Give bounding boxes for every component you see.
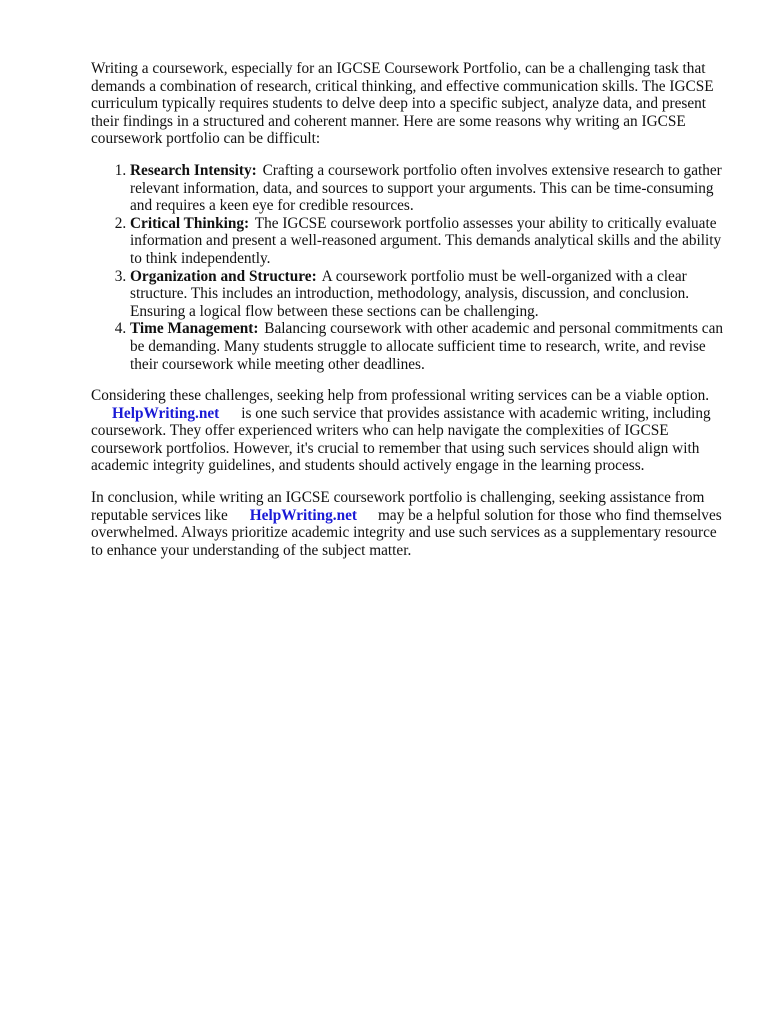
reasons-list	[91, 162, 731, 373]
conclusion-text-before: In conclusion, while writing an IGCSE coursework portfolio is challenging, seeking assistance from reputable services like	[91, 489, 705, 524]
list-item-text: Balancing coursework with other academic and personal commitments can be demanding. Many students struggle to allocate sufficient time to research, write, and revise their coursework while meeting other deadlines.	[130, 320, 724, 373]
document-page	[91, 60, 731, 573]
conclusion-text-after: may be a helpful solution for those who find themselves overwhelmed. Always prioritize academic integrity and use such services as a supplementary resource to enhance your understanding of the subject matter.	[91, 506, 722, 559]
list-item	[130, 162, 731, 215]
list-item-term: Critical Thinking:	[130, 214, 250, 232]
list-item-term: Time Management:	[130, 320, 259, 338]
list-item	[130, 268, 731, 321]
list-item-term: Research Intensity:	[130, 161, 257, 179]
considering-paragraph	[91, 387, 731, 475]
helpwriting-link-inline[interactable]: HelpWriting.net	[249, 506, 357, 524]
helpwriting-link[interactable]: HelpWriting.net	[112, 404, 220, 422]
list-item-term: Organization and Structure:	[130, 267, 317, 285]
list-item-text: A coursework portfolio must be well-organized with a clear structure. This includes an introduction, methodology, analysis, discussion, and conclusion. Ensuring a logical flow between these sections can be challenging.	[130, 267, 690, 320]
list-item	[130, 320, 731, 373]
intro-paragraph: Writing a coursework, especially for an IGCSE Coursework Portfolio, can be a challenging task that demands a combination of research, critical thinking, and effective communication skills. The IGCSE curriculum typically requires students to delve deep into a specific subject, analyze data, and present their findings in a structured and coherent manner. Here are some reasons why writing an IGCSE coursework portfolio can be difficult:	[91, 60, 714, 148]
list-item-text: Crafting a coursework portfolio often involves extensive research to gather relevant information, data, and sources to support your arguments. This can be time-consuming and requires a keen eye for credible resources.	[130, 161, 722, 215]
list-item	[130, 215, 731, 268]
conclusion-paragraph	[91, 489, 731, 559]
list-item-text: The IGCSE coursework portfolio assesses your ability to critically evaluate information and present a well-reasoned argument. This demands analytical skills and the ability to think independently.	[130, 214, 722, 267]
considering-text-before: Considering these challenges, seeking help from professional writing services can be a viable option.	[91, 387, 710, 405]
considering-text-after: is one such service that provides assistance with academic writing, including coursework. They offer experienced writers who can help navigate the complexities of IGCSE coursework portfolios. However, it's crucial to remember that using such services should align with academic integrity guidelines, and students should actively engage in the learning process.	[91, 404, 711, 475]
